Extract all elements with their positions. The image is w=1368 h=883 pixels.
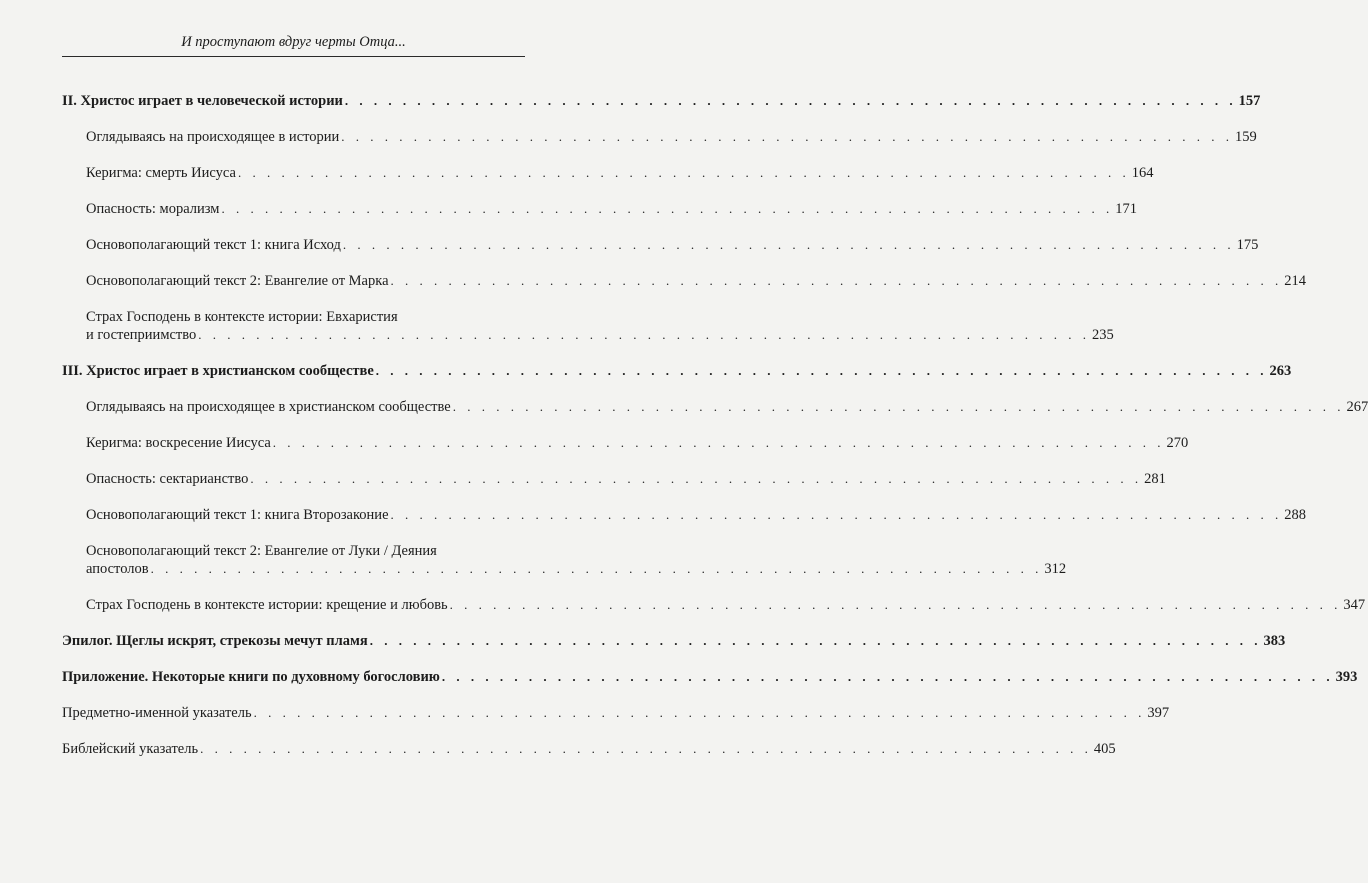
toc-leader-dots: . . . . . . . . . . . . . . . . . . . . . . . . . . . . . . . . . . . . . . . . . . . . . . . . . . . . . . . . . . . . . . (449, 597, 1342, 612)
toc-entry-title: Основополагающий текст 1: книга Исход (86, 237, 341, 253)
toc-entry-title: Предметно-именной указатель (62, 705, 252, 721)
toc-entry-page: 312 (1044, 561, 1067, 577)
toc-leader-dots: . . . . . . . . . . . . . . . . . . . . . . . . . . . . . . . . . . . . . . . . . . . . . . . . . . . . . . . . . . . . . . (221, 201, 1114, 216)
toc-entry-page: 347 (1343, 597, 1366, 613)
toc-entry (62, 470, 1166, 488)
toc-entry-page: 393 (1335, 669, 1358, 685)
toc-leader-dots: . . . . . . . . . . . . . . . . . . . . . . . . . . . . . . . . . . . . . . . . . . . . . . . . . . . . . . . . . . . . . . (253, 705, 1146, 720)
toc-entry-page: 397 (1147, 705, 1170, 721)
toc-entry (62, 434, 1189, 452)
toc-entry-title: Основополагающий текст 1: книга Второзаконие (86, 507, 389, 523)
toc-entry-title: Опасность: морализм (86, 201, 220, 217)
toc-entry-title: Приложение. Некоторые книги по духовному богословию (62, 669, 440, 685)
toc-entry-page: 405 (1093, 741, 1116, 757)
toc-leader-dots: . . . . . . . . . . . . . . . . . . . . . . . . . . . . . . . . . . . . . . . . . . . . . . . . . . . . . . . . . . . . . . (452, 399, 1345, 414)
toc-leader-dots: . . . . . . . . . . . . . . . . . . . . . . . . . . . . . . . . . . . . . . . . . . . . . . . . . . . . . . . . . . . . . . (390, 273, 1283, 288)
toc-leader-dots: . . . . . . . . . . . . . . . . . . . . . . . . . . . . . . . . . . . . . . . . . . . . . . . . . . . . . . . . . . . . . . (198, 327, 1091, 342)
toc-entry-title: Основополагающий текст 2: Евангелие от Луки / Деяния (86, 543, 437, 559)
toc-entry-title-continued: и гостеприимство (86, 327, 197, 343)
toc-entry (62, 272, 1307, 290)
toc-entry-page: 288 (1284, 507, 1307, 523)
toc-entry (62, 308, 1114, 344)
table-of-contents (62, 92, 1368, 758)
running-header-text: И проступают вдруг черты Отца... (181, 34, 406, 50)
toc-entry-title: III. Христос играет в христианском сообществе (62, 363, 374, 379)
toc-entry-page: 175 (1236, 237, 1259, 253)
toc-leader-dots: . . . . . . . . . . . . . . . . . . . . . . . . . . . . . . . . . . . . . . . . . . . . . . . . . . . . . . . . . . . . . . (375, 363, 1268, 378)
toc-entry-title: Страх Господень в контексте истории: Евхаристия (86, 309, 398, 325)
toc-entry (62, 704, 1170, 722)
toc-entry-title: Основополагающий текст 2: Евангелие от Марка (86, 273, 389, 289)
toc-entry-page: 235 (1092, 327, 1114, 343)
toc-entry (62, 632, 1286, 650)
toc-entry-title: Эпилог. Щеглы искрят, стрекозы мечут пламя (62, 633, 368, 649)
toc-entry (62, 506, 1307, 524)
toc-entry (62, 362, 1292, 380)
toc-entry (62, 542, 1067, 578)
toc-entry-title-continued: апостолов (86, 561, 149, 577)
toc-entry-page: 159 (1235, 129, 1257, 145)
toc-leader-dots: . . . . . . . . . . . . . . . . . . . . . . . . . . . . . . . . . . . . . . . . . . . . . . . . . . . . . . . . . . . . . . (341, 129, 1234, 144)
toc-entry (62, 128, 1257, 146)
toc-entry-page: 270 (1166, 435, 1189, 451)
toc-entry (62, 92, 1261, 110)
toc-entry-page: 164 (1131, 165, 1154, 181)
toc-entry (62, 200, 1137, 218)
toc-entry (62, 596, 1366, 614)
toc-entry-page: 263 (1269, 363, 1292, 379)
toc-entry-page: 171 (1115, 201, 1137, 217)
toc-entry (62, 236, 1259, 254)
toc-entry-page: 267 (1346, 399, 1368, 415)
toc-leader-dots: . . . . . . . . . . . . . . . . . . . . . . . . . . . . . . . . . . . . . . . . . . . . . . . . . . . . . . . . . . . . . . (272, 435, 1165, 450)
toc-leader-dots: . . . . . . . . . . . . . . . . . . . . . . . . . . . . . . . . . . . . . . . . . . . . . . . . . . . . . . . . . . . . . . (250, 471, 1143, 486)
toc-leader-dots: . . . . . . . . . . . . . . . . . . . . . . . . . . . . . . . . . . . . . . . . . . . . . . . . . . . . . . . . . . . . . . (150, 561, 1043, 576)
toc-entry-title: Оглядываясь на происходящее в истории (86, 129, 340, 145)
toc-entry-page: 281 (1144, 471, 1166, 487)
toc-entry (62, 398, 1368, 416)
toc-entry-title: Опасность: сектарианство (86, 471, 249, 487)
toc-leader-dots: . . . . . . . . . . . . . . . . . . . . . . . . . . . . . . . . . . . . . . . . . . . . . . . . . . . . . . . . . . . . . . (344, 93, 1237, 108)
toc-entry-title: II. Христос играет в человеческой истории (62, 93, 343, 109)
toc-entry-page: 157 (1238, 93, 1261, 109)
toc-entry-title: Библейский указатель (62, 741, 199, 757)
toc-leader-dots: . . . . . . . . . . . . . . . . . . . . . . . . . . . . . . . . . . . . . . . . . . . . . . . . . . . . . . . . . . . . . . (200, 741, 1092, 756)
running-header (62, 34, 525, 57)
toc-entry (62, 668, 1358, 686)
toc-entry-title: Керигма: воскресение Иисуса (86, 435, 271, 451)
toc-entry-title: Оглядываясь на происходящее в христианском сообществе (86, 399, 451, 415)
toc-entry-page: 214 (1284, 273, 1307, 289)
toc-entry (62, 164, 1154, 182)
toc-entry-title: Керигма: смерть Иисуса (86, 165, 236, 181)
toc-entry-page: 383 (1263, 633, 1286, 649)
toc-leader-dots: . . . . . . . . . . . . . . . . . . . . . . . . . . . . . . . . . . . . . . . . . . . . . . . . . . . . . . . . . . . . . . (342, 237, 1235, 252)
toc-entry (62, 740, 1116, 758)
toc-leader-dots: . . . . . . . . . . . . . . . . . . . . . . . . . . . . . . . . . . . . . . . . . . . . . . . . . . . . . . . . . . . . . . (237, 165, 1130, 180)
toc-leader-dots: . . . . . . . . . . . . . . . . . . . . . . . . . . . . . . . . . . . . . . . . . . . . . . . . . . . . . . . . . . . . . . (369, 633, 1262, 648)
toc-entry-title: Страх Господень в контексте истории: крещение и любовь (86, 597, 448, 613)
toc-leader-dots: . . . . . . . . . . . . . . . . . . . . . . . . . . . . . . . . . . . . . . . . . . . . . . . . . . . . . . . . . . . . . . (441, 669, 1334, 684)
toc-leader-dots: . . . . . . . . . . . . . . . . . . . . . . . . . . . . . . . . . . . . . . . . . . . . . . . . . . . . . . . . . . . . . . (390, 507, 1283, 522)
